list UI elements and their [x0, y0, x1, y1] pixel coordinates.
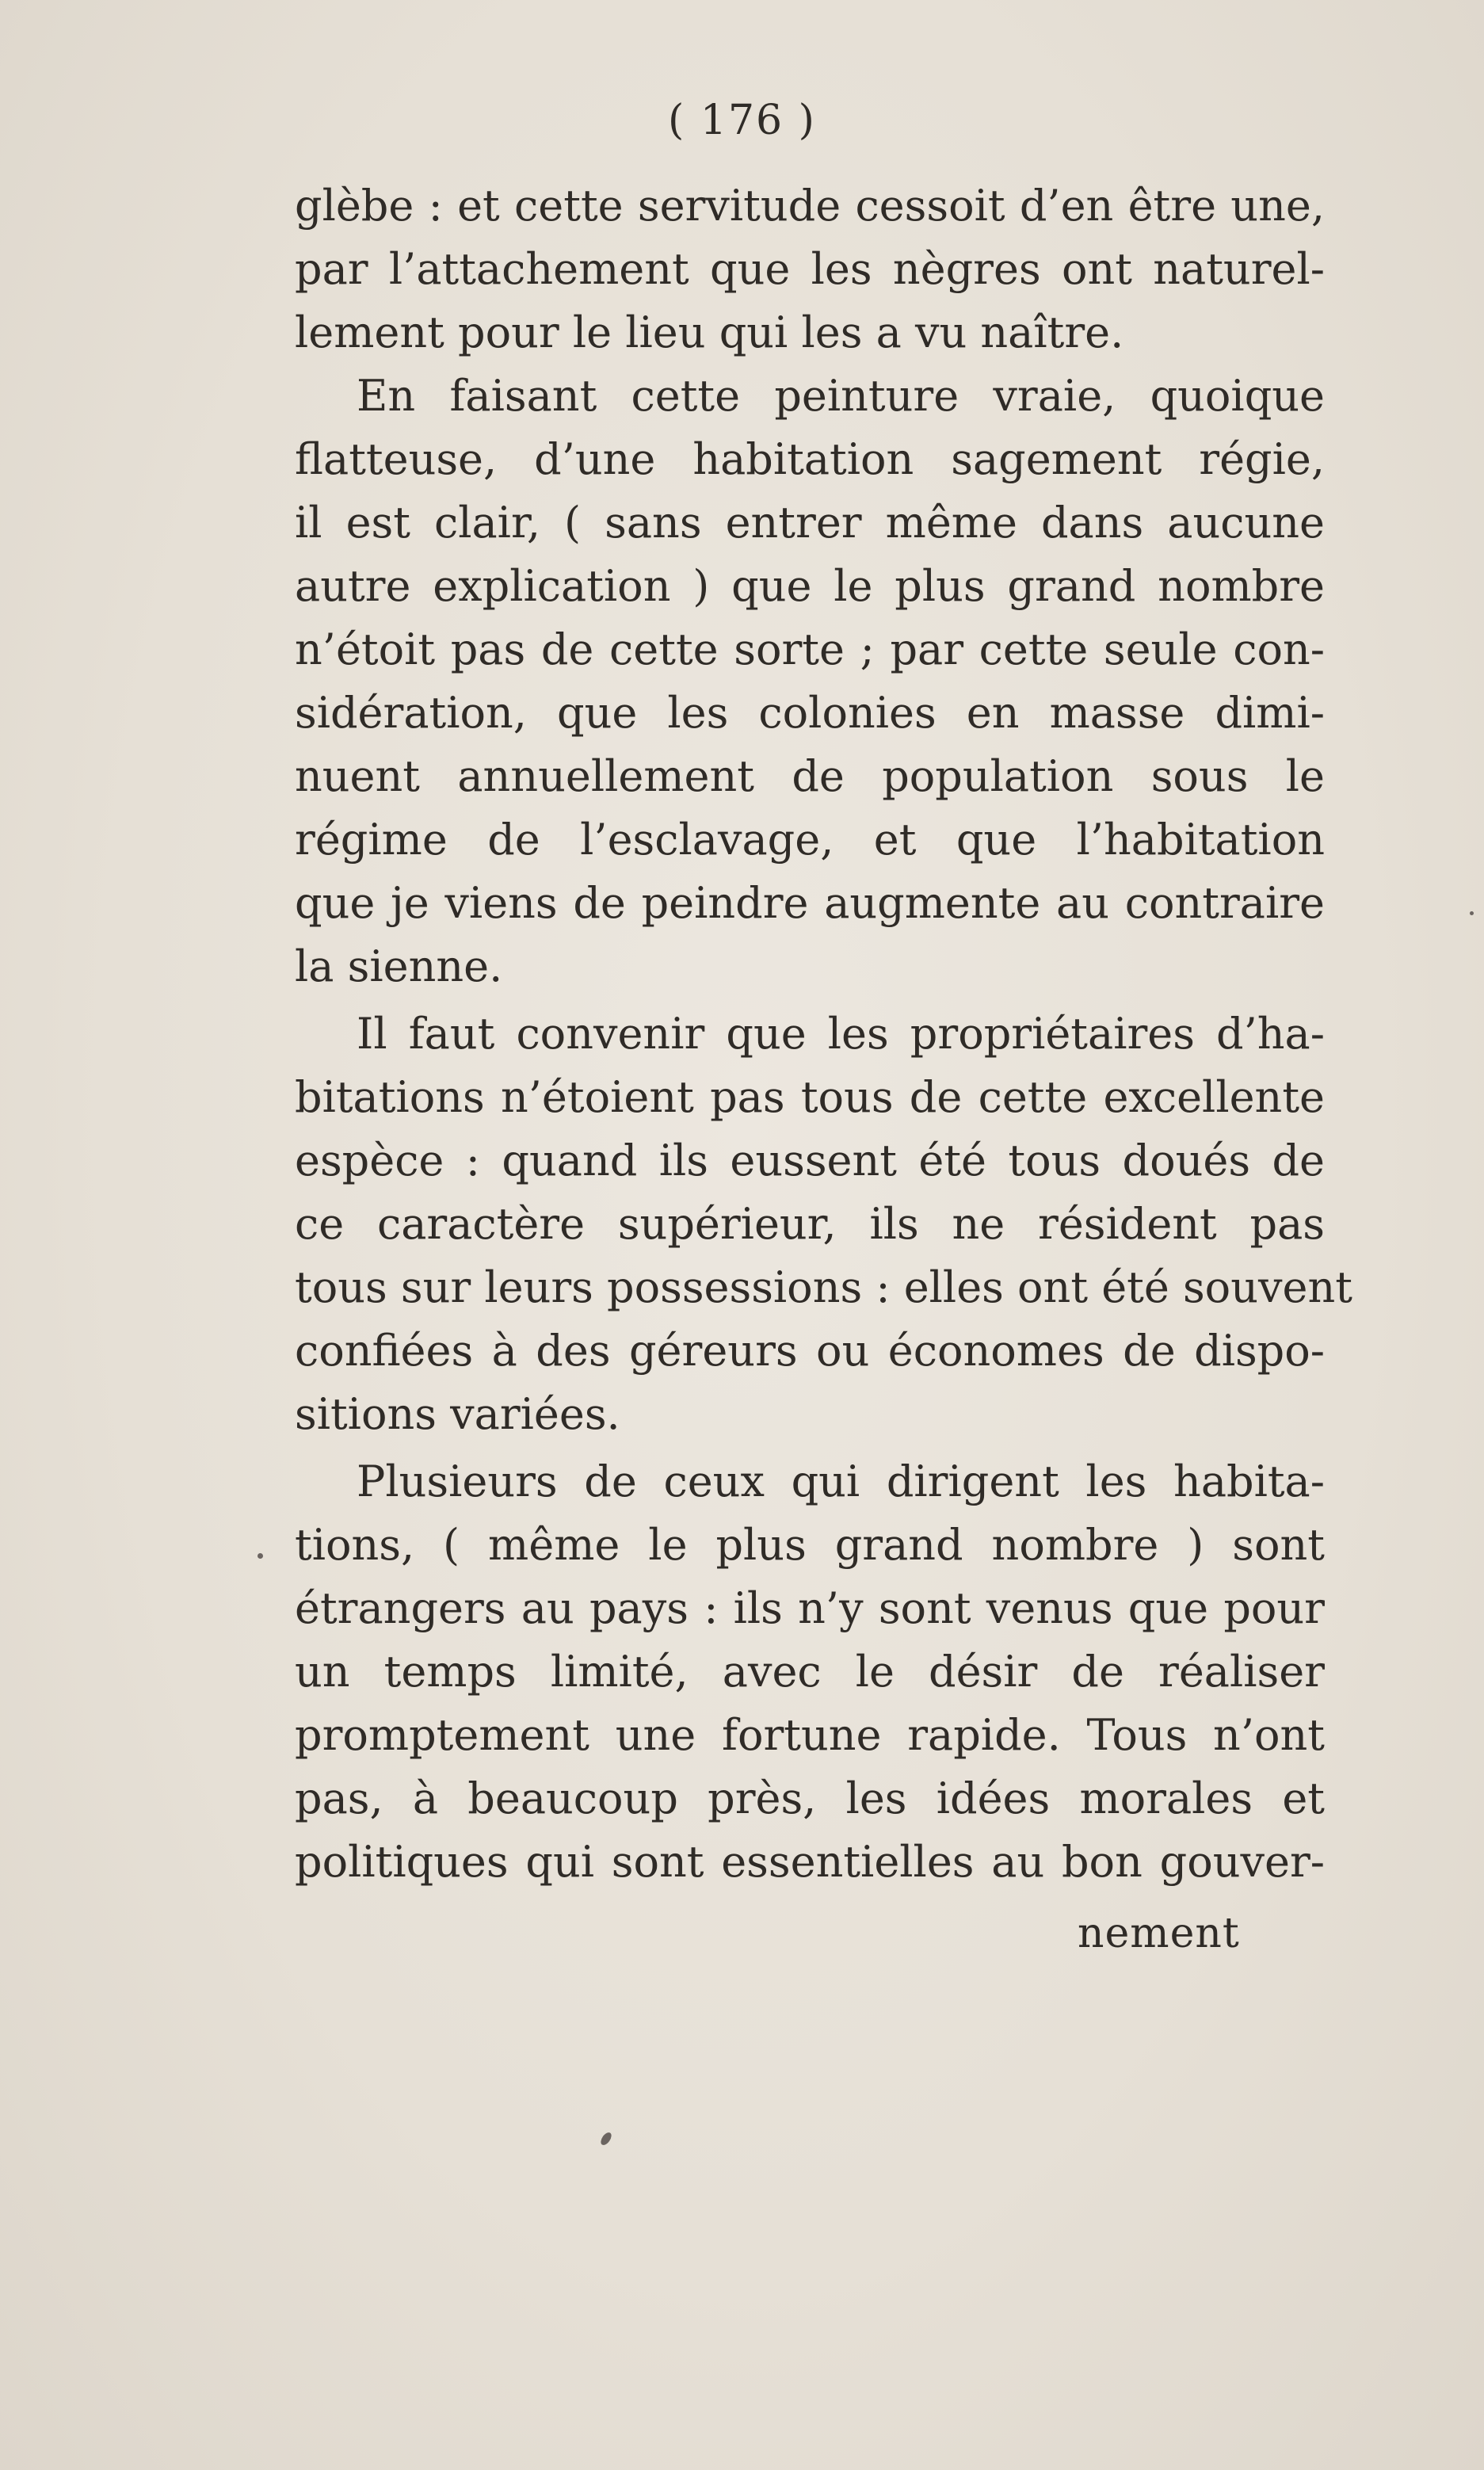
text-line: ce caractère supérieur, ils ne résident pas	[295, 1199, 1325, 1249]
text-line: nuent annuellement de population sous le	[295, 751, 1325, 801]
text-line: Il faut convenir que les propriétaires d’ha-	[357, 1009, 1325, 1059]
text-line: lement pour le lieu qui les a vu naître.	[295, 307, 1124, 357]
text-line: régime de l’esclavage, et que l’habitation	[295, 815, 1325, 865]
text-line: la sienne.	[295, 941, 503, 991]
text-line: confiées à des géreurs ou économes de dispo-	[295, 1326, 1325, 1376]
text-line: flatteuse, d’une habitation sagement régie,	[295, 434, 1325, 484]
text-line: espèce : quand ils eussent été tous doués de	[295, 1136, 1325, 1185]
text-line: glèbe : et cette servitude cessoit d’en être une,	[295, 181, 1325, 231]
text-line: tions, ( même le plus grand nombre ) sont	[295, 1520, 1325, 1570]
text-line: sidération, que les colonies en masse dimi-	[295, 688, 1325, 738]
catchword: nement	[1078, 1910, 1240, 1957]
text-line: il est clair, ( sans entrer même dans aucune	[295, 498, 1325, 548]
text-line: Plusieurs de ceux qui dirigent les habita-	[357, 1456, 1325, 1506]
text-line: politiques qui sont essentielles au bon gouver-	[295, 1837, 1325, 1887]
text-line: tous sur leurs possessions : elles ont été souvent	[295, 1262, 1352, 1312]
ink-speck	[1470, 911, 1474, 915]
text-line: bitations n’étoient pas tous de cette excellente	[295, 1072, 1325, 1122]
text-line: par l’attachement que les nègres ont naturel-	[295, 244, 1325, 294]
ink-speck	[599, 2131, 614, 2147]
ink-speck	[258, 1553, 263, 1559]
text-line: autre explication ) que le plus grand nombre	[295, 561, 1325, 611]
text-line: sitions variées.	[295, 1389, 620, 1439]
text-line: En faisant cette peinture vraie, quoique	[357, 371, 1325, 421]
page-number: ( 176 )	[668, 97, 816, 144]
text-line: un temps limité, avec le désir de réaliser	[295, 1647, 1325, 1697]
text-line: étrangers au pays : ils n’y sont venus que pour	[295, 1583, 1325, 1633]
text-line: n’étoit pas de cette sorte ; par cette seule con-	[295, 624, 1325, 674]
text-line: promptement une fortune rapide. Tous n’ont	[295, 1710, 1325, 1760]
text-line: que je viens de peindre augmente au contraire	[295, 878, 1325, 928]
text-line: pas, à beaucoup près, les idées morales et	[295, 1773, 1325, 1823]
